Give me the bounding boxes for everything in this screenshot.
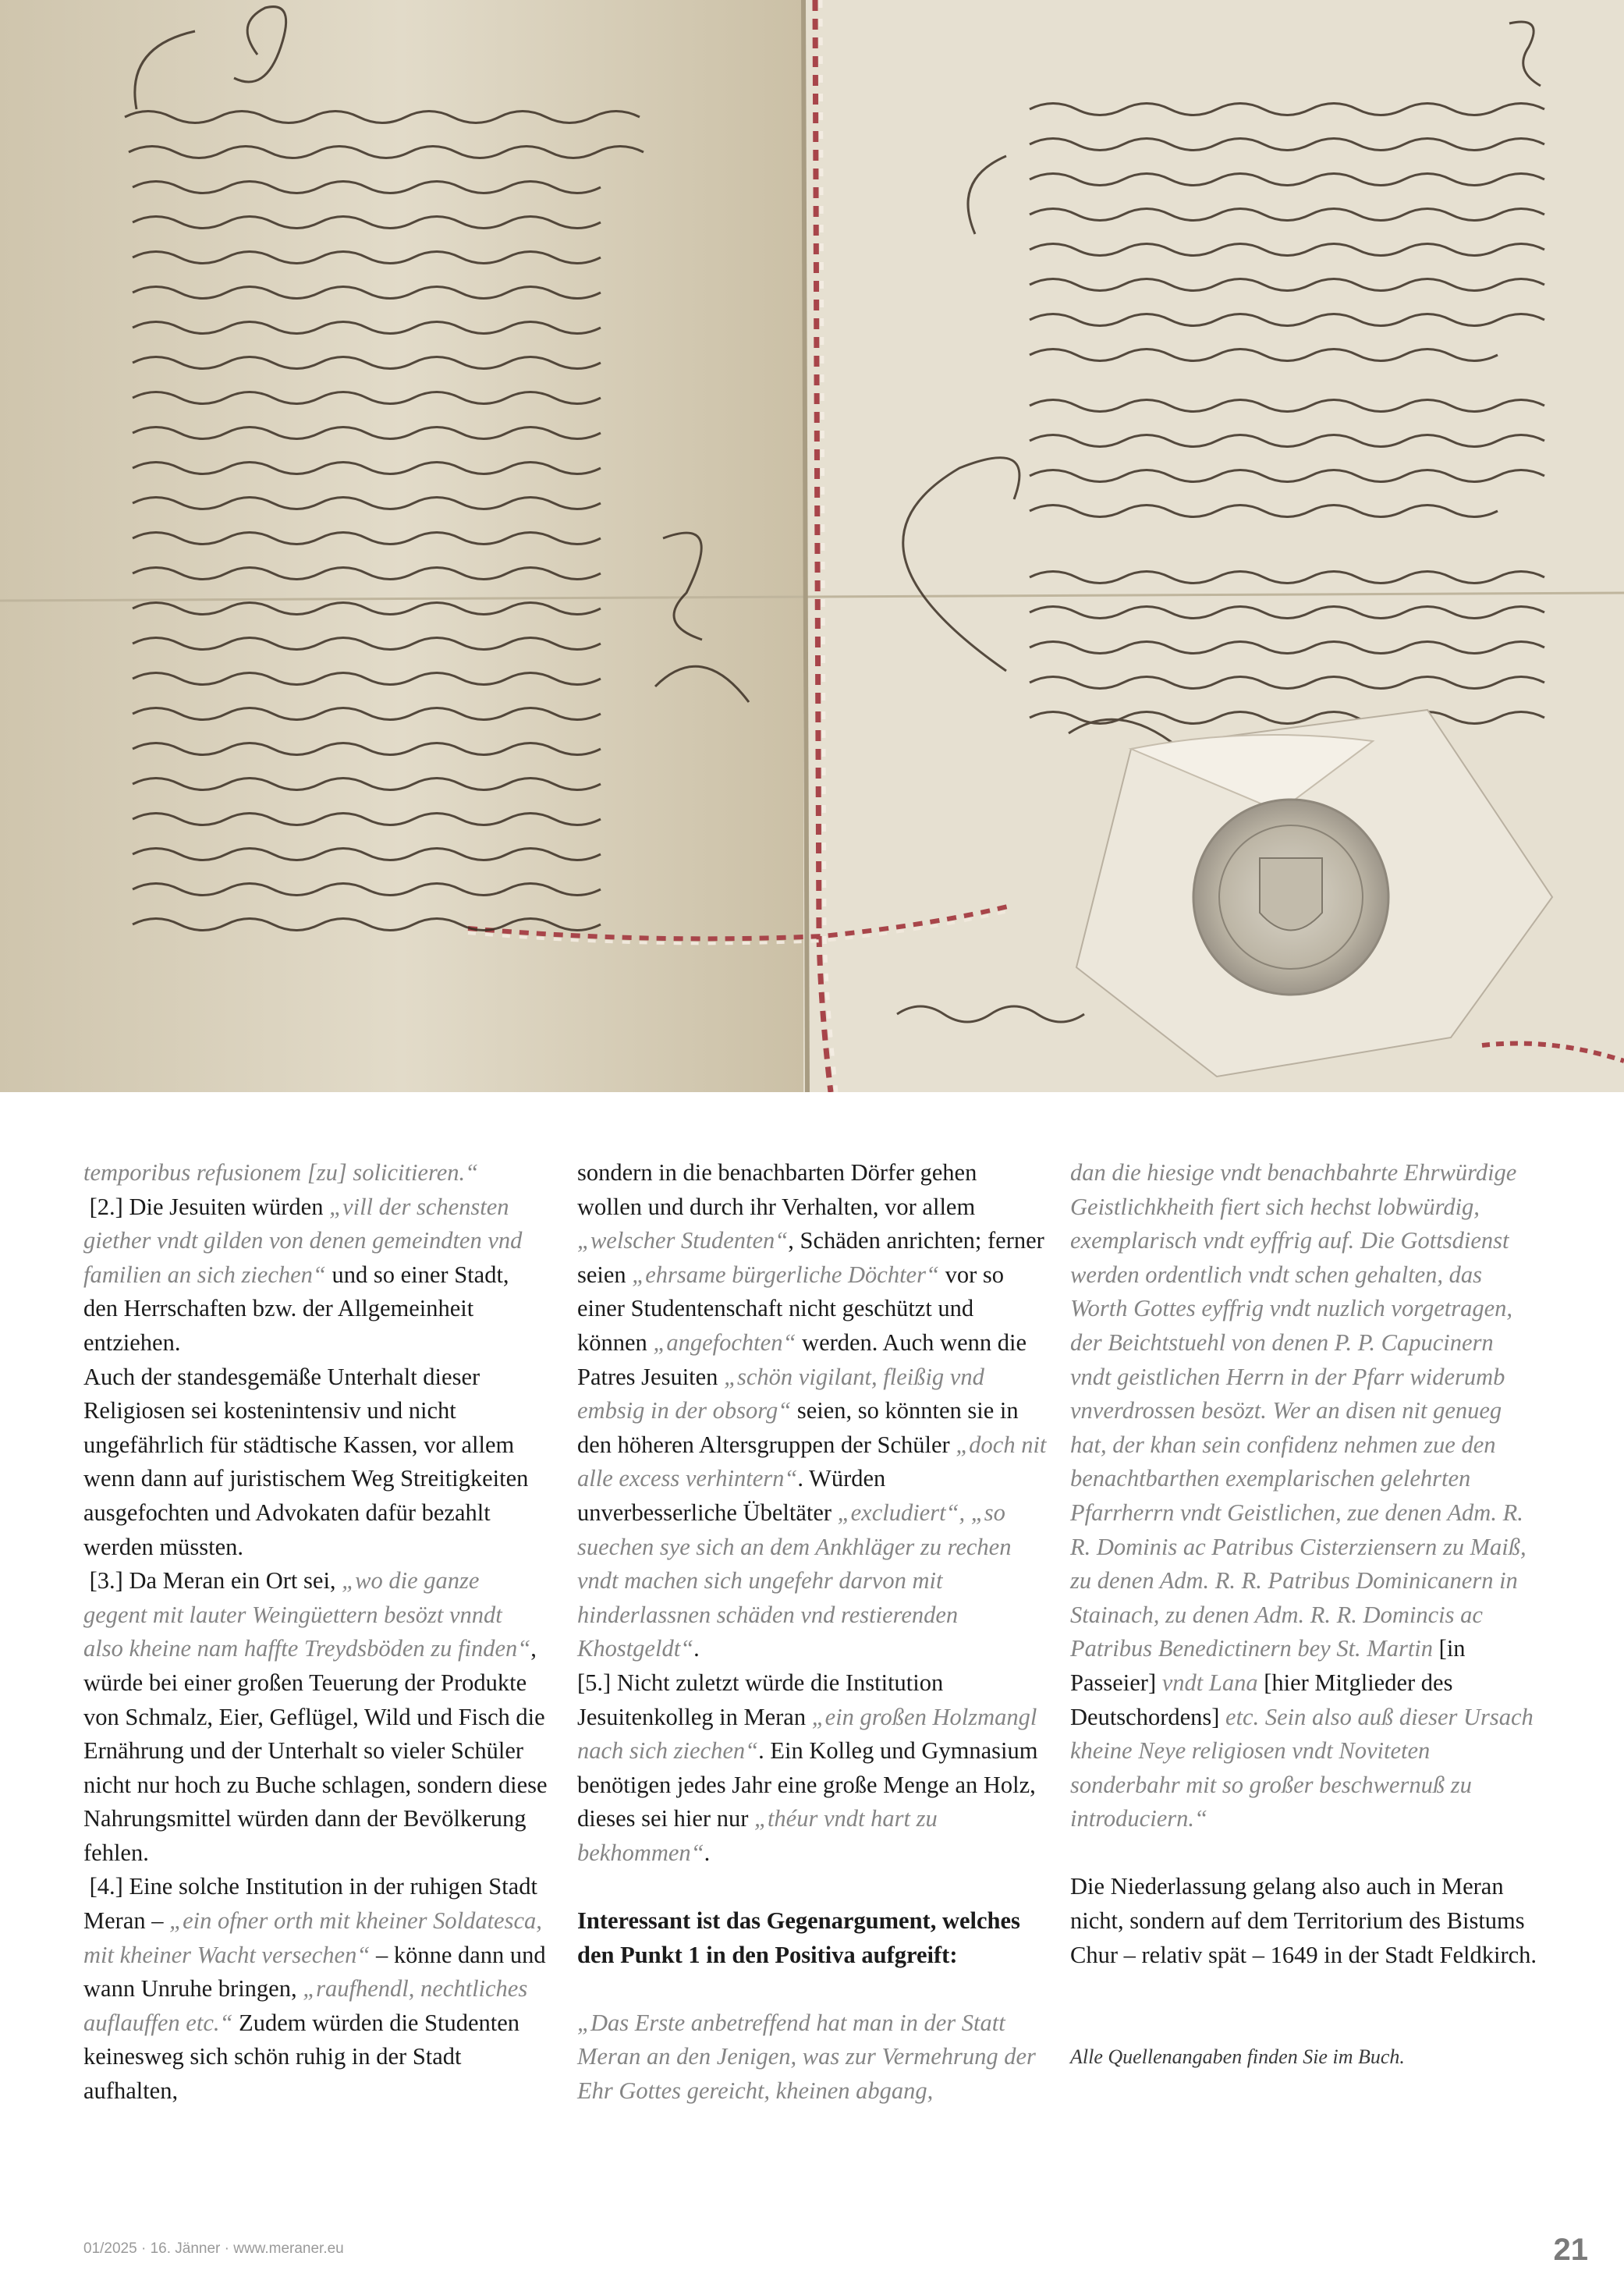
quote-text: temporibus refusionem [zu] solicitieren.“: [83, 1159, 479, 1186]
quote-text: etc. Sein also auß dieser Ursach kheine Neye religiosen vndt Noviteten sonderbahr mit so großer beschwernuß zu introduciern.“: [1070, 1703, 1534, 1832]
body-text: [hier Mitglieder des Deutschordens]: [1070, 1669, 1453, 1730]
point-number: [5.]: [577, 1669, 612, 1696]
body-text: – könne dann und wann Unruhe bringen,: [83, 1941, 546, 2003]
article-column-1: [83, 1156, 548, 2109]
quote-text: „doch nit alle excess verhintern“: [577, 1431, 1047, 1492]
quote-text: „ein ofner orth mit kheiner Soldatesca, mit kheiner Wacht versechen“: [83, 1907, 542, 1968]
paragraph: [83, 1870, 548, 2108]
body-text: .: [704, 1839, 711, 1866]
quote-paragraph: „Das Erste anbetreffend hat man in der Statt Meran an den Jenigen, was zur Vermehrung der Ehr Gottes gereicht, kheinen abgang,: [577, 2009, 1036, 2105]
paragraph: [83, 1564, 548, 1870]
paragraph: [577, 1666, 1047, 1871]
quote-text: „excludiert“, „so suechen sye sich an dem Ankhläger zu rechen vndt machen sich ungefehr darvon mit hinderlassnen schäden vnd restierenden Khostgeldt“: [577, 1499, 1012, 1662]
manuscript-page-icon: [0, 0, 1624, 1092]
quote-text: dan die hiesige vndt benachbahrte Ehrwürdige Geistlichkheith fiert sich hechst lobwürdig, exemplarisch vndt eyffrig auf. Die Gottsdienst werden ordentlich vndt schen gehalten, das Worth Gottes eyffrig vndt nuzlich vorgetragen, der Beichtstuehl von denen P. P. Capucinern vndt geistlichen Herrn in der Pfarr widerumb vnverdrossen besözt. Wer an disen nit genueg hat, der khan sein confidenz nehmen zue den benachtbarthen exemplarischen gelehrten Pfarrherrn vndt Geistlichen, zue denen Adm. R. R. Dominis ac Patribus Cisterziensern zu Maiß, zu denen Adm. R. R. Patribus Dominicanern in Stainach, zu denen Adm. R. R. Domincis ac Patribus Benedictinern bey St. Martin: [1070, 1159, 1526, 1662]
quote-text: „ein großen Holzmangl nach sich ziechen“: [577, 1703, 1037, 1765]
body-text: .: [693, 1635, 700, 1662]
quote-text: „wo die ganze gegent mit lauter Weingüettern besözt vnndt also kheine nam haffte Treydsböden zu finden“: [83, 1567, 531, 1662]
body-text: Da Meran ein Ort sei,: [122, 1567, 342, 1595]
body-text: seien, so könnten sie in den höheren Altersgruppen der Schüler: [577, 1397, 1019, 1458]
quote-text: „welscher Studenten“: [577, 1227, 789, 1254]
paragraph: [83, 1190, 548, 1360]
body-text: . Ein Kolleg und Gymnasium benötigen jedes Jahr eine große Menge an Holz, dieses sei hier nur: [577, 1737, 1038, 1832]
paragraph: Auch der standesgemäße Unterhalt dieser Religiosen sei kostenintensiv und nicht ungefährlich für städtische Kassen, vor allem wenn dann auf juristischem Weg Streitigkeiten ausgefochten und Advokaten dafür bezahlt werden müssten.: [83, 1363, 529, 1560]
spacer: [577, 1972, 1047, 2006]
body-text: Eine solche Institution in der ruhigen Stadt Meran –: [83, 1873, 537, 1935]
quote-text: „angefochten“: [653, 1329, 796, 1356]
quote-text: vndt Lana: [1161, 1669, 1258, 1696]
section-heading: Interessant ist das Gegenargument, welches den Punkt 1 in den Positiva aufgreift:: [577, 1907, 1020, 1968]
point-number: [3.]: [89, 1567, 123, 1595]
body-text: [in Passeier]: [1070, 1635, 1466, 1696]
footer-info: 01/2025 · 16. Jänner · www.meraner.eu: [83, 2240, 344, 2257]
spacer: [1070, 2006, 1538, 2041]
point-number: [2.]: [89, 1193, 123, 1220]
paragraph: [83, 1156, 548, 1190]
point-number: [4.]: [89, 1873, 123, 1900]
quote-text: „schön vigilant, fleißig vnd embsig in der obsorg“: [577, 1363, 984, 1424]
quote-text: „vill der schensten giether vndt gilden von denen gemeindten vnd familien an sich ziechen“: [83, 1193, 523, 1288]
body-text: vor so einer Studentenschaft nicht geschützt und können: [577, 1261, 1004, 1356]
paragraph: [577, 1156, 1047, 1666]
spacer: [1070, 1972, 1538, 2006]
body-text: werden. Auch wenn die Patres Jesuiten: [577, 1329, 1027, 1390]
quote-text: „raufhendl, nechtliches auflauffen etc.“: [83, 1975, 528, 2036]
source-note: Alle Quellenangaben finden Sie im Buch.: [1070, 2045, 1405, 2069]
body-text: sondern in die benachbarten Dörfer gehen wollen und durch ihr Verhalten, vor allem: [577, 1159, 977, 1220]
spacer: [1070, 1836, 1538, 1871]
page-number: 21: [1553, 2233, 1588, 2267]
body-text: , würde bei einer großen Teuerung der Produkte von Schmalz, Eier, Geflügel, Wild und Fisch die Ernährung und der Unterhalt so vieler Schüler nicht nur hoch zu Buche schlagen, sondern diese Nahrungsmittel würden dann der Bevölkerung fehlen.: [83, 1635, 548, 1866]
article-column-2: [577, 1156, 1047, 2109]
manuscript-photo: [0, 0, 1624, 1092]
body-text: und so einer Stadt, den Herrschaften bzw. der Allgemeinheit entziehen.: [83, 1261, 509, 1356]
body-text: Nicht zuletzt würde die Institution Jesuitenkolleg in Meran: [577, 1669, 944, 1730]
quote-text: „théur vndt hart zu bekhommen“: [577, 1805, 938, 1866]
article-column-3: [1070, 1156, 1538, 2074]
body-text: . Würden unverbesserliche Übeltäter: [577, 1465, 886, 1526]
body-text: Die Jesuiten würden: [122, 1193, 330, 1220]
body-text: , Schäden anrichten; ferner seien: [577, 1227, 1044, 1288]
body-text: Zudem würden die Studenten keinesweg sich schön ruhig in der Stadt aufhalten,: [83, 2009, 520, 2105]
spacer: [577, 1870, 1047, 1904]
paragraph: [1070, 1156, 1538, 1836]
quote-text: „ehrsame bürgerliche Döchter“: [632, 1261, 939, 1288]
paragraph: Die Niederlassung gelang also auch in Meran nicht, sondern auf dem Territorium des Bistums Chur – relativ spät – 1649 in der Stadt Feldkirch.: [1070, 1873, 1537, 1968]
